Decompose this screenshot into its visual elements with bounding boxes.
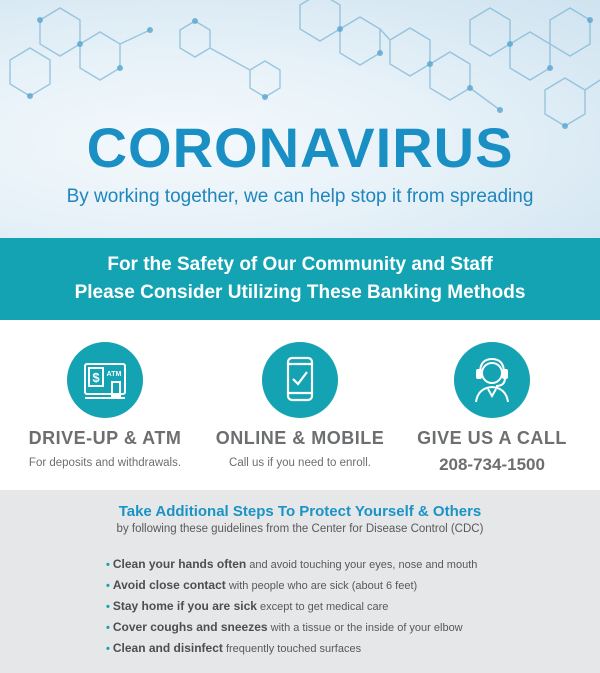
list-item: • Clean your hands often and avoid touching your eyes, nose and mouth (106, 557, 478, 571)
steps-title: Take Additional Steps To Protect Yourself & Others (118, 503, 482, 520)
method-online-mobile (200, 342, 400, 469)
svg-text:$: $ (92, 370, 100, 385)
atm-icon (67, 342, 143, 418)
method-description: Call us if you need to enroll. (229, 457, 371, 469)
hero-section (0, 0, 600, 238)
list-item: • Avoid close contact with people who are sick (about 6 feet) (106, 578, 418, 592)
hero-subtitle: By working together, we can help stop it from spreading (66, 186, 534, 207)
guideline-list (106, 554, 477, 659)
method-title: GIVE US A CALL (417, 428, 567, 448)
phone-number[interactable]: 208-734-1500 (439, 455, 545, 474)
mobile-phone-icon (262, 342, 338, 418)
list-item: • Stay home if you are sick except to get medical care (106, 599, 389, 613)
method-give-us-a-call (392, 342, 592, 475)
page-title: CORONAVIRUS (86, 116, 514, 179)
method-title: ONLINE & MOBILE (215, 428, 385, 448)
bullet-icon: • (106, 580, 110, 592)
banner-line-1: For the Safety of Our Community and Staff (107, 254, 493, 275)
safety-banner (0, 238, 600, 320)
additional-steps-section (0, 490, 600, 673)
method-description: For deposits and withdrawals. (28, 457, 182, 469)
call-agent-icon (454, 342, 530, 418)
steps-subtitle: by following these guidelines from the Center for Disease Control (CDC) (116, 523, 484, 535)
bullet-icon: • (106, 622, 110, 634)
bullet-icon: • (106, 643, 110, 655)
banking-methods (0, 320, 600, 490)
atm-icon-label: ATM (106, 371, 122, 378)
bullet-icon: • (106, 601, 110, 613)
banner-line-2: Please Consider Utilizing These Banking Methods (74, 282, 526, 303)
list-item: • Clean and disinfect frequently touched surfaces (106, 641, 362, 655)
method-drive-up-atm (5, 342, 205, 469)
bullet-icon: • (106, 559, 110, 571)
method-title: DRIVE-UP & ATM (28, 428, 182, 448)
list-item: • Cover coughs and sneezes with a tissue or the inside of your elbow (106, 620, 463, 634)
